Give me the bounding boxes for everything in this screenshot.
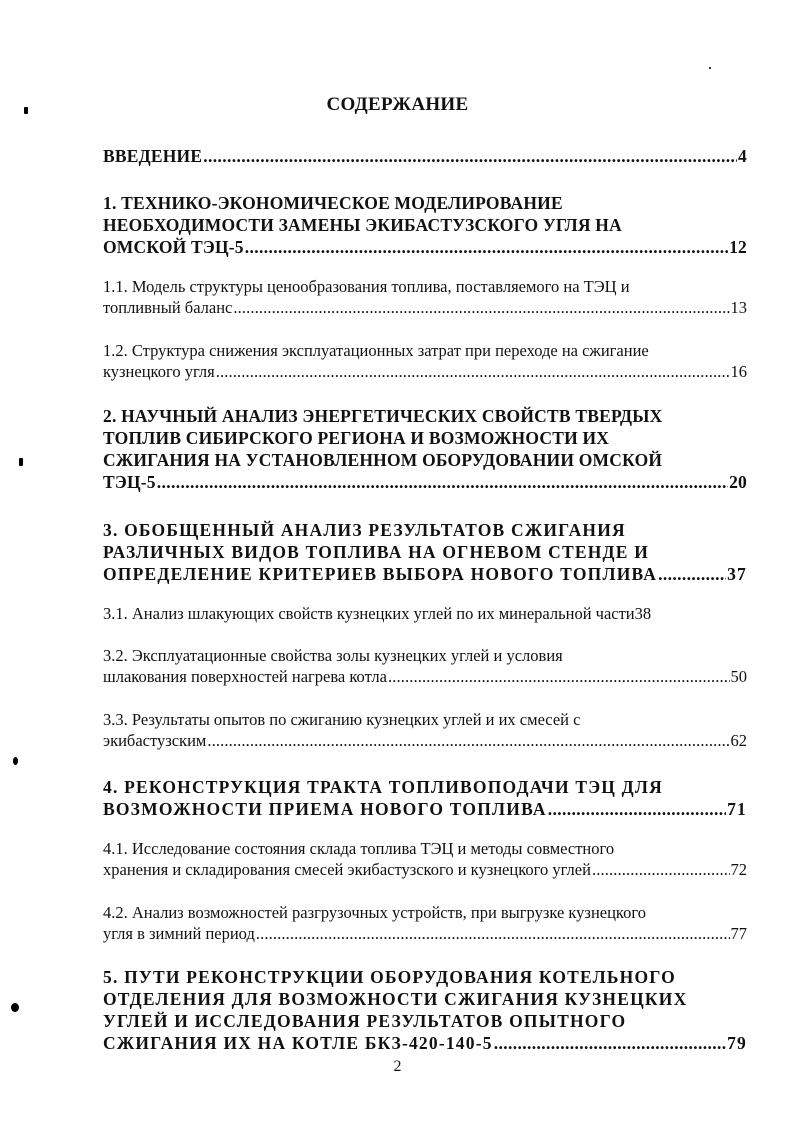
toc-entry-text: ОПРЕДЕЛЕНИЕ КРИТЕРИЕВ ВЫБОРА НОВОГО ТОПЛИВА [103,564,658,584]
toc-entry-text: 1. ТЕХНИКО-ЭКОНОМИЧЕСКОЕ МОДЕЛИРОВАНИЕ [103,193,563,213]
dot-leader [216,361,730,382]
toc-entry-text: 3.3. Результаты опытов по сжиганию кузнецких углей и их смесей с [103,710,581,729]
toc-entry-text: экибастузским [103,731,207,750]
scan-speck [19,458,23,466]
dot-leader [388,666,730,687]
toc-entry-section-4-2[interactable] [103,902,747,944]
toc-entry-text: топливный баланс [103,298,233,317]
toc-entry-text: 3.2. Эксплуатационные свойства золы кузнецких углей и условия [103,646,563,665]
toc-entry-text: ТОПЛИВ СИБИРСКОГО РЕГИОНА И ВОЗМОЖНОСТИ ИХ [103,428,610,448]
toc-entry-chapter-3[interactable] [103,519,747,585]
toc-entry-text: 4.1. Исследование состояния склада топлива ТЭЦ и методы совместного [103,839,615,858]
toc-page-number: 4 [738,146,747,166]
toc-entry-chapter-4[interactable] [103,776,747,820]
toc-page-number: 12 [729,237,747,257]
toc-entry-text: 3.1. Анализ шлакующих свойств кузнецких углей по их минеральной части38 [103,604,652,623]
toc-entry-introduction[interactable] [103,145,747,167]
toc-entry-text: 5. ПУТИ РЕКОНСТРУКЦИИ ОБОРУДОВАНИЯ КОТЕЛЬНОГО [103,967,676,987]
toc-page-number: 77 [730,924,747,943]
scan-speck [13,757,18,765]
toc-entry-text: ВВЕДЕНИЕ [103,146,203,166]
page-number: 2 [393,1058,402,1075]
toc-entry-section-1-2[interactable] [103,340,747,382]
dot-leader [207,730,729,751]
toc-entry-chapter-2[interactable] [103,405,747,493]
dot-leader [548,798,726,820]
toc-page-number: 71 [727,799,747,819]
toc-page-number: 72 [730,860,747,879]
toc-page-number: 20 [729,472,747,492]
toc-entry-text: ОМСКОЙ ТЭЦ-5 [103,237,244,257]
toc-page-number: 16 [730,362,747,381]
toc-entry-text: 4. РЕКОНСТРУКЦИЯ ТРАКТА ТОПЛИВОПОДАЧИ ТЭЦ ДЛЯ [103,777,663,797]
toc-entry-section-3-1[interactable] [103,603,747,624]
toc-page-number: 50 [730,667,747,686]
toc-entry-text: РАЗЛИЧНЫХ ВИДОВ ТОПЛИВА НА ОГНЕВОМ СТЕНДЕ И [103,542,650,562]
scan-speck [24,107,28,114]
scan-speck [709,67,711,69]
dot-leader [233,297,729,318]
toc-entry-text: кузнецкого угля [103,362,215,381]
toc-entry-text: 3. ОБОБЩЕННЫЙ АНАЛИЗ РЕЗУЛЬТАТОВ СЖИГАНИЯ [103,520,626,540]
toc-entry-text: 2. НАУЧНЫЙ АНАЛИЗ ЭНЕРГЕТИЧЕСКИХ СВОЙСТВ ТВЕРДЫХ [103,406,663,426]
toc-entry-text: 1.1. Модель структуры ценообразования топлива, поставляемого на ТЭЦ и [103,277,630,296]
toc-entry-text: 1.2. Структура снижения эксплуатационных затрат при переходе на сжигание [103,341,649,360]
scan-speck [11,1003,19,1012]
dot-leader [256,923,730,944]
toc-entry-text: НЕОБХОДИМОСТИ ЗАМЕНЫ ЭКИБАСТУЗСКОГО УГЛЯ НА [103,215,622,235]
toc-entry-text: хранения и складирования смесей экибастузского и кузнецкого углей [103,860,591,879]
dot-leader [245,236,728,258]
toc-page-number: 37 [727,564,747,584]
page-title: СОДЕРЖАНИЕ [326,94,469,115]
toc-page-number: 79 [727,1033,747,1053]
toc-entry-text: УГЛЕЙ И ИССЛЕДОВАНИЯ РЕЗУЛЬТАТОВ ОПЫТНОГО [103,1011,627,1031]
toc-entry-text: угля в зимний период [103,924,255,943]
toc-entry-text: ОТДЕЛЕНИЯ ДЛЯ ВОЗМОЖНОСТИ СЖИГАНИЯ КУЗНЕЦКИХ [103,989,688,1009]
dot-leader [157,471,728,493]
dot-leader [494,1032,726,1054]
toc-entry-section-4-1[interactable] [103,838,747,880]
toc-page-number: 62 [730,731,747,750]
toc-entry-section-1-1[interactable] [103,276,747,318]
toc-page-number: 13 [730,298,747,317]
toc-entry-section-3-3[interactable] [103,709,747,751]
dot-leader [203,145,737,167]
toc-entry-text: шлакования поверхностей нагрева котла [103,667,387,686]
toc-entry-text: ТЭЦ-5 [103,472,156,492]
toc-entry-text: СЖИГАНИЯ ИХ НА КОТЛЕ БКЗ-420-140-5 [103,1033,493,1053]
toc-entry-chapter-5[interactable] [103,966,747,1054]
toc-entry-text: ВОЗМОЖНОСТИ ПРИЕМА НОВОГО ТОПЛИВА [103,799,547,819]
toc-entry-section-3-2[interactable] [103,645,747,687]
toc-entry-text: 4.2. Анализ возможностей разгрузочных устройств, при выгрузке кузнецкого [103,903,646,922]
dot-leader [592,859,730,880]
dot-leader [658,563,726,585]
toc-entry-chapter-1[interactable] [103,192,747,258]
toc-entry-text: СЖИГАНИЯ НА УСТАНОВЛЕННОМ ОБОРУДОВАНИИ ОМСКОЙ [103,450,663,470]
